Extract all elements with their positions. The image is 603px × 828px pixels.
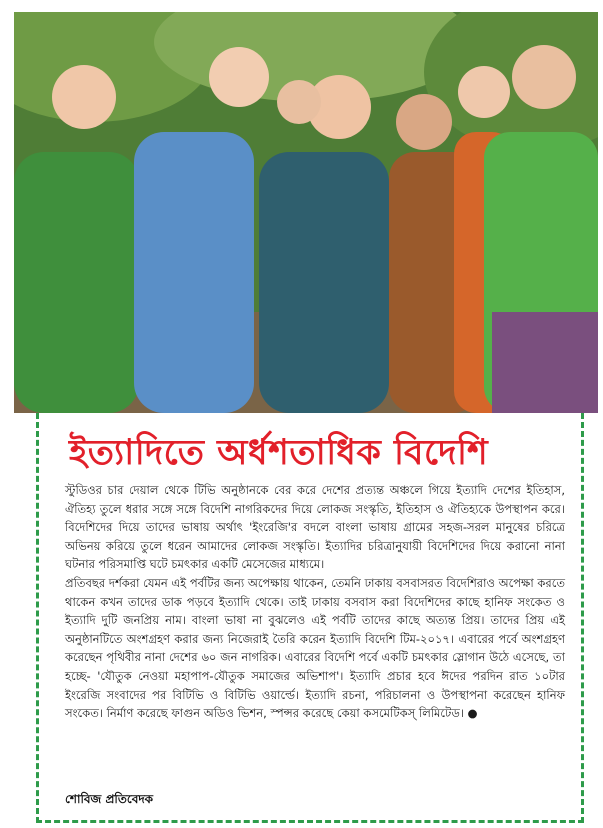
article-body [65, 481, 565, 723]
group-photo-illustration [14, 12, 598, 413]
group-photo [14, 12, 598, 413]
paragraph: প্রতিবছর দর্শকরা যেমন এই পর্বটির জন্য অপেক্ষায় থাকেন, তেমনি ঢাকায় বসবাসরত বিদেশিরাও অপেক্ষা করতে থাকেন কখন তাদের ডাক পড়বে ইত্যাদি থেকে। তাই ঢাকায় বসবাস করা বিদেশিদের কাছে হানিফ সংকেত ও ইত্যাদি দুটি জনপ্রিয় নাম। বাংলা ভাষা না বুঝলেও এই পর্বটি তাদের কাছে অত্যন্ত প্রিয়। তাদের প্রিয় এই অনুষ্ঠানটিতে অংশগ্রহণ করার জন্য নিজেরাই তৈরি করেন ইত্যাদি বিদেশি টিম-২০১৭। এবারের পর্বে অংশগ্রহণ করেছেন পৃথিবীর নানা দেশের ৬০ জন নাগরিক। এবারের বিদেশি পর্বে একটি চমৎকার স্লোগান উঠে এসেছে, তা হচ্ছে- 'যৌতুক নেওয়া মহাপাপ-যৌতুক সমাজের অভিশাপ'। ইত্যাদি প্রচার হবে ঈদের পরদিন রাত ১০টার ইংরেজি সংবাদের পর বিটিভি ও বিটিভি ওয়ার্ল্ডে। ইত্যাদি রচনা, পরিচালনা ও উপস্থাপনা করেছেন হানিফ সংকেত। নির্মাণ করেছে ফাগুন অডিও ভিশন, স্পন্সর করেছে কেয়া কসমেটিকস্ লিমিটেড। ● [65, 575, 565, 721]
article-box [36, 413, 584, 823]
headline: ইত্যাদিতে অর্ধশতাধিক বিদেশি [69, 433, 489, 473]
byline: শোবিজ প্রতিবেদক [65, 792, 154, 806]
paragraph: স্টুডিওর চার দেয়াল থেকে টিভি অনুষ্ঠানকে বের করে দেশের প্রত্যন্ত অঞ্চলে গিয়ে ইত্যাদি দেশের ইতিহাস, ঐতিহ্য তুলে ধরার সঙ্গে সঙ্গে বিদেশি নাগরিকদের দিয়ে লোকজ সংস্কৃতি, ইতিহাস ও ঐতিহ্যকে উপস্থাপন করে। বিদেশিদের দিয়ে তাদের ভাষায় অর্থাৎ 'ইংরেজি'র বদলে বাংলা ভাষায় গ্রামের সহজ-সরল মানুষের চরিত্রে অভিনয় করিয়ে তুলে ধরেন আমাদের লোকজ সংস্কৃতি। ইত্যাদির চরিত্রানুযায়ী বিদেশিদের দিয়ে করানো নানা ঘটনার পরিসমাপ্তি ঘটে চমৎকার একটি মেসেজের মাধ্যমে। [65, 483, 565, 572]
